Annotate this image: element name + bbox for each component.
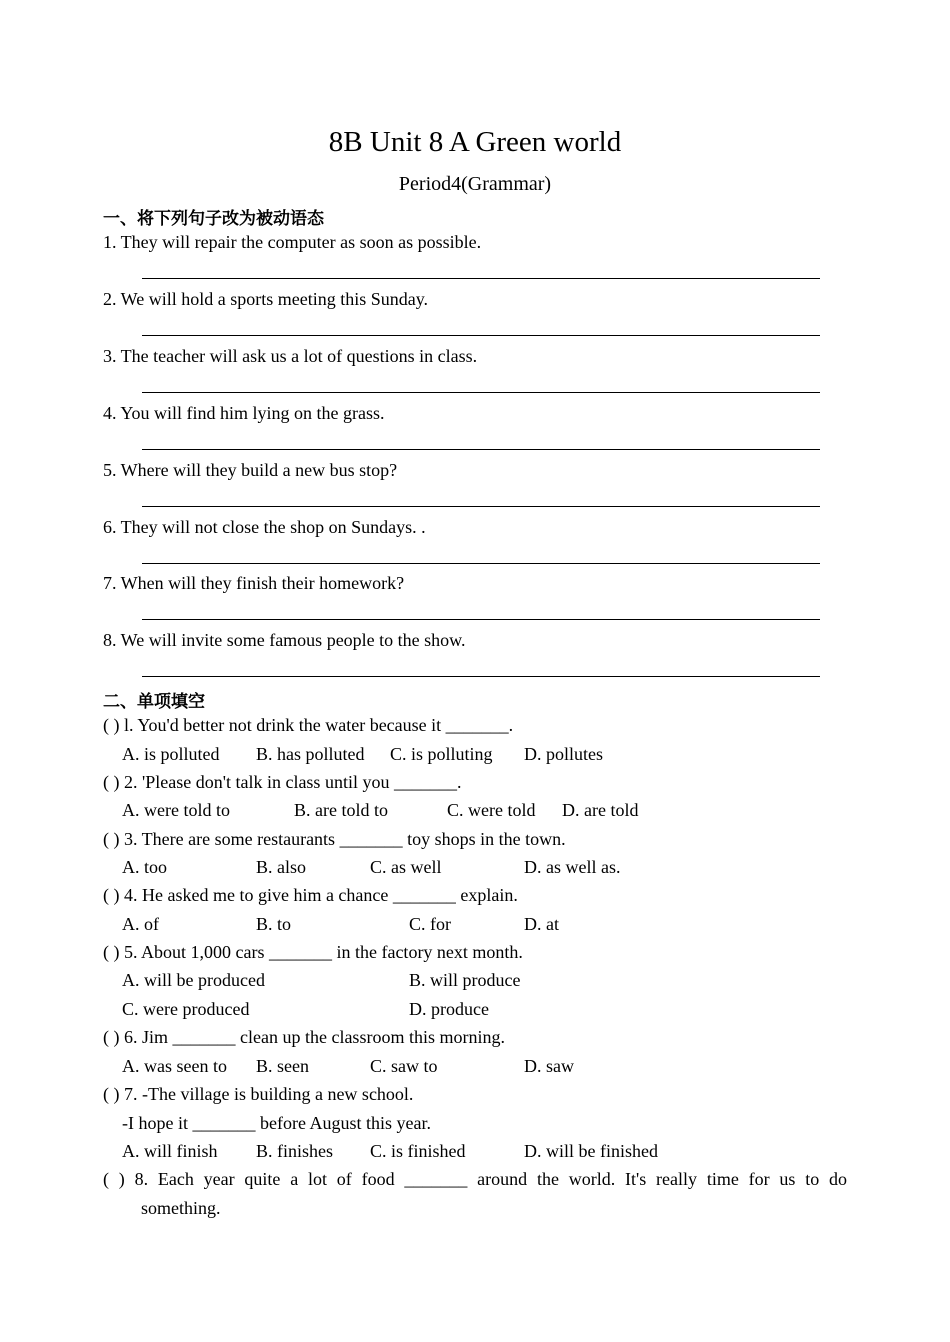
answer-line-1[interactable]: [142, 278, 820, 279]
mc-question-4: ( ) 4. He asked me to give him a chance _______ explain.: [103, 885, 518, 905]
mc-question-6: ( ) 6. Jim _______ clean up the classroom this morning.: [103, 1027, 505, 1047]
page-subtitle: Period4(Grammar): [398, 173, 552, 195]
section1-heading: 一、将下列句子改为被动语态: [103, 209, 324, 229]
mc-q7-option-d: D. will be finished: [524, 1141, 658, 1161]
answer-line-5[interactable]: [142, 506, 820, 507]
answer-line-6[interactable]: [142, 563, 820, 564]
mc-q7-option-c: C. is finished: [370, 1141, 466, 1161]
mc-q6-option-d: D. saw: [524, 1056, 574, 1076]
mc-q2-option-a: A. were told to: [122, 800, 230, 820]
rewrite-item-6: 6. They will not close the shop on Sundays. .: [103, 517, 426, 537]
mc-q6-option-a: A. was seen to: [122, 1056, 227, 1076]
mc-q1-option-d: D. pollutes: [524, 744, 603, 764]
mc-q4-option-b: B. to: [256, 914, 292, 934]
mc-q6-option-c: C. saw to: [370, 1056, 438, 1076]
mc-q1-option-c: C. is polluting: [390, 744, 493, 764]
mc-q5-option-b: B. will produce: [409, 970, 521, 990]
rewrite-item-2: 2. We will hold a sports meeting this Sunday.: [103, 289, 429, 309]
answer-line-3[interactable]: [142, 392, 820, 393]
section2-heading: 二、单项填空: [103, 692, 205, 712]
page-title: 8B Unit 8 A Green world: [328, 126, 622, 158]
rewrite-item-4: 4. You will find him lying on the grass.: [103, 403, 385, 423]
mc-q3-option-a: A. too: [122, 857, 167, 877]
mc-q5-option-a: A. will be produced: [122, 970, 265, 990]
mc-question-8: ( ) 8. Each year quite a lot of food _______ around the world. It's really time for us to do: [103, 1169, 847, 1189]
mc-q2-option-b: B. are told to: [294, 800, 388, 820]
mc-question-2: ( ) 2. 'Please don't talk in class until you _______.: [103, 772, 462, 792]
mc-question-3: ( ) 3. There are some restaurants _______ toy shops in the town.: [103, 829, 566, 849]
mc-q5-option-d: D. produce: [409, 999, 489, 1019]
mc-q2-option-d: D. are told: [562, 800, 639, 820]
mc-q6-option-b: B. seen: [256, 1056, 309, 1076]
mc-question-1: ( ) l. You'd better not drink the water because it _______.: [103, 715, 514, 735]
mc-q4-option-d: D. at: [524, 914, 559, 934]
mc-q1-option-b: B. has polluted: [256, 744, 365, 764]
mc-q3-option-c: C. as well: [370, 857, 442, 877]
mc-q1-option-a: A. is polluted: [122, 744, 220, 764]
mc-q7-option-b: B. finishes: [256, 1141, 334, 1161]
mc-q4-option-c: C. for: [409, 914, 451, 934]
mc-question-7-line2: -I hope it _______ before August this year.: [122, 1113, 431, 1133]
rewrite-item-5: 5. Where will they build a new bus stop?: [103, 460, 398, 480]
mc-q7-option-a: A. will finish: [122, 1141, 218, 1161]
answer-line-7[interactable]: [142, 619, 820, 620]
mc-q2-option-c: C. were told: [447, 800, 536, 820]
rewrite-item-7: 7. When will they finish their homework?: [103, 573, 405, 593]
mc-q4-option-a: A. of: [122, 914, 159, 934]
mc-question-8-continued: something.: [141, 1198, 221, 1218]
mc-question-5: ( ) 5. About 1,000 cars _______ in the factory next month.: [103, 942, 523, 962]
answer-line-8[interactable]: [142, 676, 820, 677]
answer-line-2[interactable]: [142, 335, 820, 336]
mc-question-7: ( ) 7. -The village is building a new school.: [103, 1084, 414, 1104]
mc-q3-option-d: D. as well as.: [524, 857, 621, 877]
rewrite-item-8: 8. We will invite some famous people to the show.: [103, 630, 466, 650]
rewrite-item-1: 1. They will repair the computer as soon as possible.: [103, 232, 482, 252]
answer-line-4[interactable]: [142, 449, 820, 450]
mc-q3-option-b: B. also: [256, 857, 307, 877]
mc-q5-option-c: C. were produced: [122, 999, 250, 1019]
rewrite-item-3: 3. The teacher will ask us a lot of questions in class.: [103, 346, 478, 366]
